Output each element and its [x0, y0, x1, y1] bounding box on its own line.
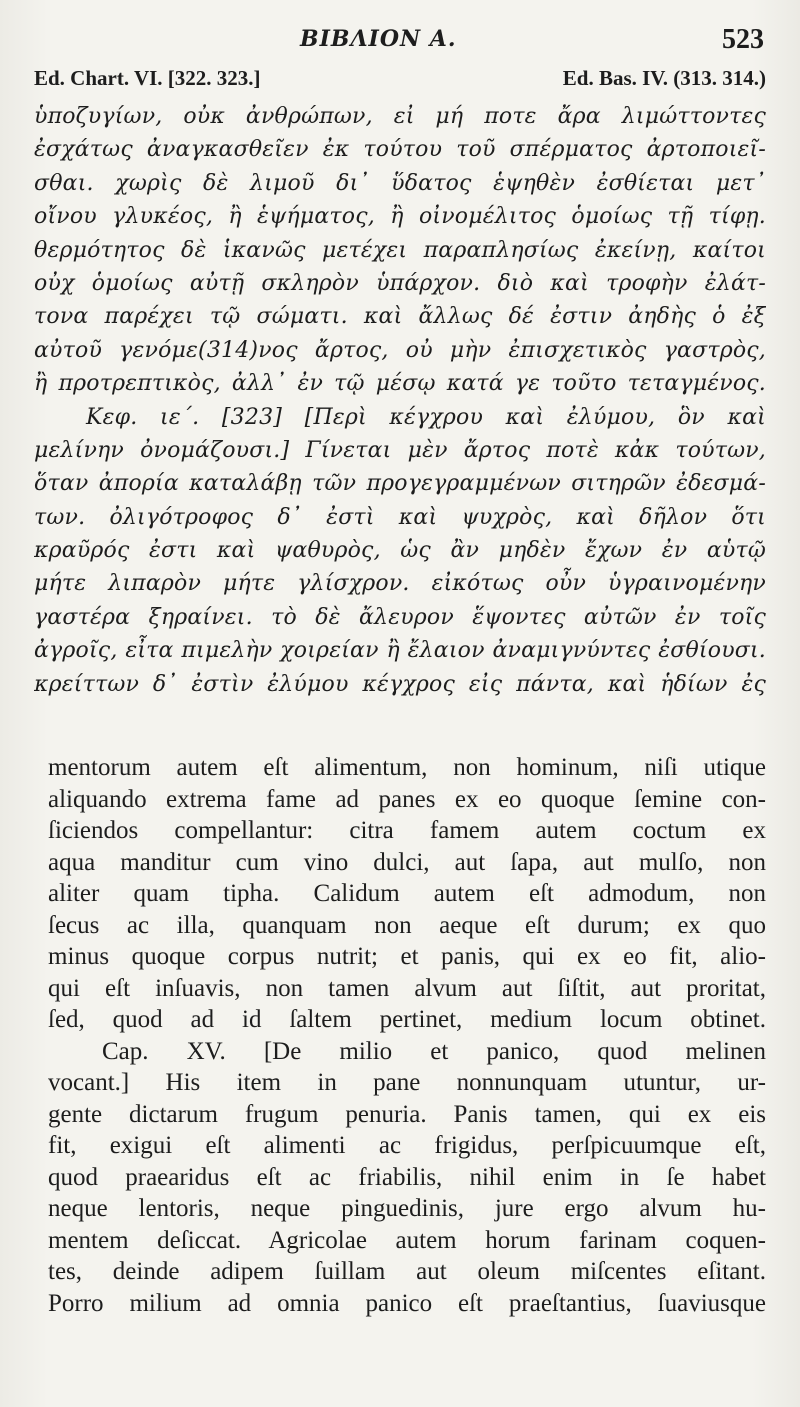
- greek-line: κρείττων δ᾽ ἐστὶν ἐλύμου κέγχρος εἰς πάντα, καὶ ἡδίων ἐς: [34, 671, 766, 697]
- latin-line: gente dictarum frugum penuria. Panis tamen, qui ex eis: [48, 1100, 766, 1128]
- greek-line: ὑποζυγίων, οὐκ ἀνθρώπων, εἰ μή ποτε ἄρα λιμώττοντες: [34, 104, 766, 129]
- greek-line: οὐχ ὁμοίως αὐτῇ σκληρὸν ὑπάρχον. διὸ καὶ τροφὴν ἐλάτ-: [34, 270, 766, 296]
- edition-chartier-reference: Ed. Chart. VI. [322. 323.]: [34, 66, 261, 90]
- latin-line: aqua manditur cum vino dulci, aut ſapa, aut mulſo, non: [48, 848, 766, 876]
- latin-translation-block: [48, 752, 766, 1319]
- greek-line: ἐσχάτως ἀναγκασθεῖεν ἐκ τούτου τοῦ σπέρματος ἀρτοποιεῖ-: [34, 137, 766, 163]
- latin-line: aliter quam tipha. Calidum autem eſt admodum, non: [48, 880, 766, 907]
- latin-line: fit, exigui eſt alimenti ac frigidus, perſpicuumque eſt,: [48, 1132, 766, 1159]
- latin-line: quod praearidus eſt ac friabilis, nihil enim in ſe habet: [48, 1163, 766, 1191]
- greek-line: ὅταν ἀπορία καταλάβῃ τῶν προγεγραμμένων σιτηρῶν ἐδεσμά-: [34, 471, 766, 497]
- greek-line: αὐτοῦ γενόμε(314)νος ἄρτος, οὐ μὴν ἐπισχετικὸς γαστρὸς,: [34, 337, 766, 363]
- latin-line: ſiciendos compellantur: citra famem autem coctum ex: [48, 817, 766, 844]
- latin-chapter-heading-line: Cap. XV. [De milio et panico, quod melinen: [102, 1037, 766, 1065]
- greek-line: σθαι. χωρὶς δὲ λιμοῦ δι᾽ ὕδατος ἑψηθὲν ἐσθίεται μετ᾽: [34, 170, 766, 196]
- edition-references: [34, 66, 766, 100]
- greek-line: ἀγροῖς, εἶτα πιμελὴν χοιρείαν ἢ ἔλαιον ἀναμιγνύντες ἐσθίουσι.: [34, 638, 766, 664]
- greek-line: ἢ προτρεπτικὸς, ἀλλ᾽ ἐν τῷ μέσῳ κατά γε τοῦτο τεταγμένος.: [34, 371, 766, 397]
- greek-chapter-heading-line: Κεφ. ιε΄. [323] [Περὶ κέγχρου καὶ ἐλύμου, ὃν καὶ: [86, 404, 766, 430]
- edition-basel-reference: Ed. Bas. IV. (313. 314.): [562, 66, 766, 90]
- running-head: [0, 18, 800, 58]
- greek-line: τονα παρέχει τῷ σώματι. καὶ ἄλλως δέ ἐστιν ἀηδὴς ὁ ἐξ: [34, 304, 766, 330]
- greek-line: οἴνου γλυκέος, ἢ ἑψήματος, ἢ οἰνομέλιτος ὁμοίως τῇ τίφῃ.: [34, 204, 766, 230]
- latin-line: mentem deſiccat. Agricolae autem horum farinam coquen-: [48, 1226, 766, 1254]
- latin-line: mentorum autem eſt alimentum, non hominum, niſi utique: [48, 754, 766, 781]
- latin-line: neque lentoris, neque pinguedinis, jure ergo alvum hu-: [48, 1195, 766, 1222]
- greek-text-block: [34, 100, 766, 701]
- book-title: ΒΙΒΛΙΟΝ Α.: [300, 26, 457, 52]
- latin-line: Porro milium ad omnia panico eſt praeſtantius, ſuaviusque: [48, 1289, 766, 1317]
- latin-line: qui eſt inſuavis, non tamen alvum aut ſiſtit, aut proritat,: [48, 974, 766, 1002]
- greek-line: γαστέρα ξηραίνει. τὸ δὲ ἄλευρον ἕψοντες αὐτῶν ἐν τοῖς: [34, 604, 766, 630]
- latin-line: aliquando extrema fame ad panes ex eo quoque ſemine con-: [48, 785, 766, 813]
- latin-line: tes, deinde adipem ſuillam aut oleum miſcentes eſitant.: [48, 1258, 766, 1285]
- greek-line: μελίνην ὀνομάζουσι.] Γίνεται μὲν ἄρτος ποτὲ κἀκ τούτων,: [34, 437, 766, 463]
- latin-line: ſed, quod ad id ſaltem pertinet, medium locum obtinet.: [48, 1006, 766, 1033]
- greek-line: των. ὀλιγότροφος δ᾽ ἐστὶ καὶ ψυχρὸς, καὶ δῆλον ὅτι: [34, 504, 766, 530]
- latin-line: minus quoque corpus nutrit; et panis, qui ex eo fit, alio-: [48, 943, 766, 970]
- greek-line: κραῦρός ἐστι καὶ ψαθυρὸς, ὡς ἂν μηδὲν ἔχων ἐν αὑτῷ: [34, 538, 766, 564]
- greek-line: θερμότητος δὲ ἱκανῶς μετέχει παραπλησίως ἐκείνῃ, καίτοι: [34, 237, 766, 263]
- greek-line: μήτε λιπαρὸν μήτε γλίσχρον. εἰκότως οὖν ὑγραινομένην: [34, 571, 766, 597]
- latin-line: ſecus ac illa, quanquam non aeque eſt durum; ex quo: [48, 911, 766, 939]
- latin-line: vocant.] His item in pane nonnunquam utuntur, ur-: [48, 1069, 766, 1096]
- page-number: 523: [722, 24, 764, 55]
